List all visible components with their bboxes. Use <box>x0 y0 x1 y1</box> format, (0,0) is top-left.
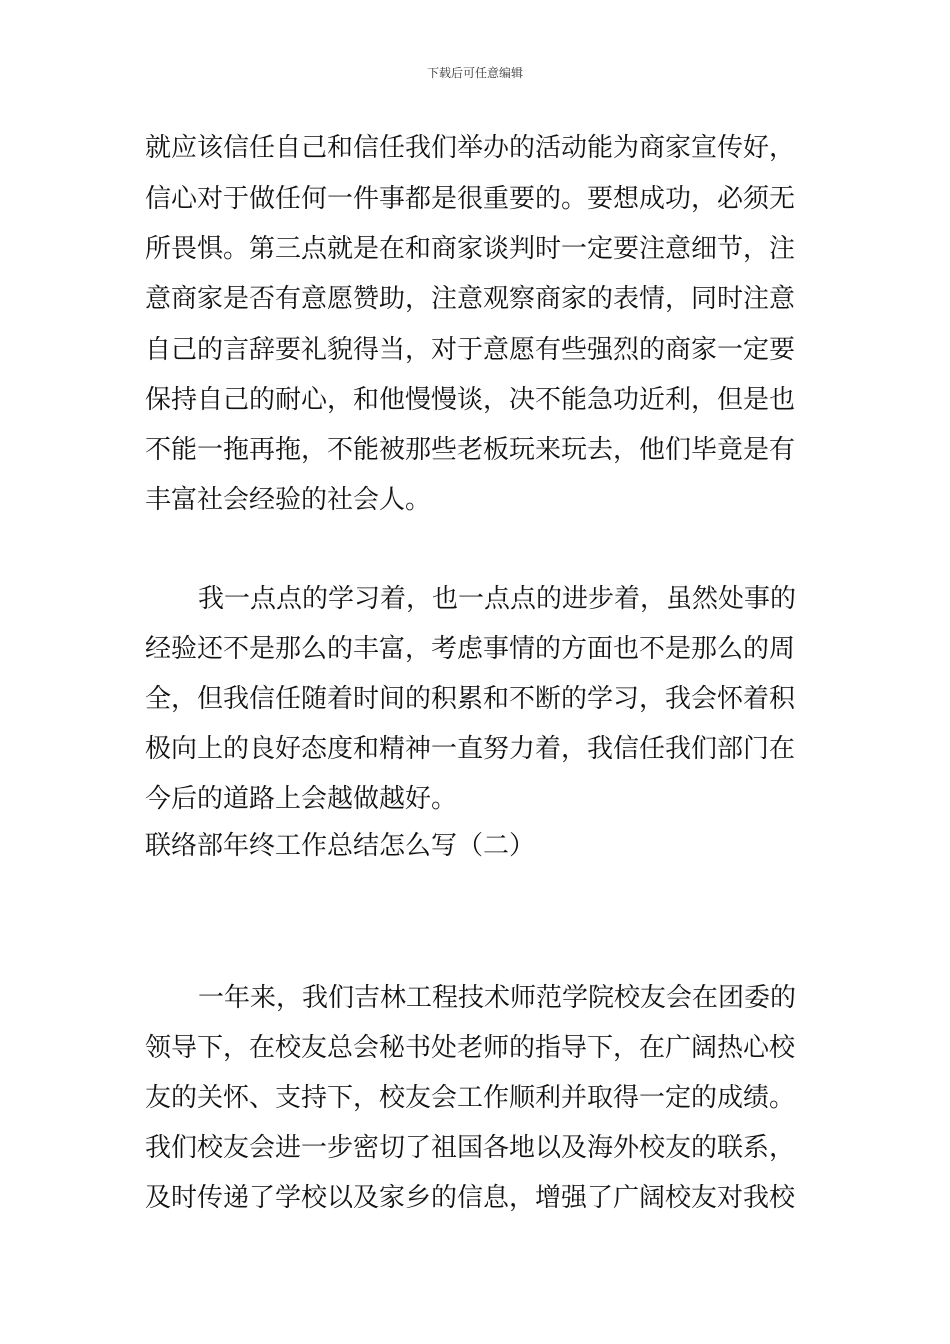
text-line: 友的关怀、支持下，校友会工作顺利并取得一定的成绩。 <box>145 1083 796 1113</box>
text-line: 今后的道路上会越做越好。 <box>145 784 458 814</box>
text-line: 我一点点的学习着，也一点点的进步着，虽然处事的 <box>198 584 797 614</box>
page-header: 下载后可任意编辑 <box>426 66 523 80</box>
text-line: 及时传递了学校以及家乡的信息，增强了广阔校友对我校 <box>145 1183 796 1213</box>
text-line: 领导下，在校友总会秘书处老师的指导下，在广阔热心校 <box>145 1033 796 1063</box>
text-line: 极向上的良好态度和精神一直努力着，我信任我们部门在 <box>145 734 796 764</box>
text-line: 信心对于做任何一件事都是很重要的。要想成功，必须无 <box>145 184 796 214</box>
text-line: 全，但我信任随着时间的积累和不断的学习，我会怀着积 <box>145 684 796 714</box>
text-line: 自己的言辞要礼貌得当，对于意愿有些强烈的商家一定要 <box>145 335 796 365</box>
text-line: 丰富社会经验的社会人。 <box>145 485 432 515</box>
text-line: 意商家是否有意愿赞助，注意观察商家的表情，同时注意 <box>145 284 796 314</box>
section-heading: 联络部年终工作总结怎么写（二） <box>145 831 536 861</box>
text-line: 不能一拖再拖，不能被那些老板玩来玩去，他们毕竟是有 <box>145 435 796 465</box>
text-line: 保持自己的耐心，和他慢慢谈，决不能急功近利，但是也 <box>145 385 796 415</box>
text-line: 就应该信任自己和信任我们举办的活动能为商家宣传好， <box>145 133 796 163</box>
text-line: 我们校友会进一步密切了祖国各地以及海外校友的联系， <box>145 1133 796 1163</box>
text-line: 一年来，我们吉林工程技术师范学院校友会在团委的 <box>198 983 797 1013</box>
text-line: 所畏惧。第三点就是在和商家谈判时一定要注意细节，注 <box>145 234 796 264</box>
text-line: 经验还不是那么的丰富，考虑事情的方面也不是那么的周 <box>145 634 796 664</box>
